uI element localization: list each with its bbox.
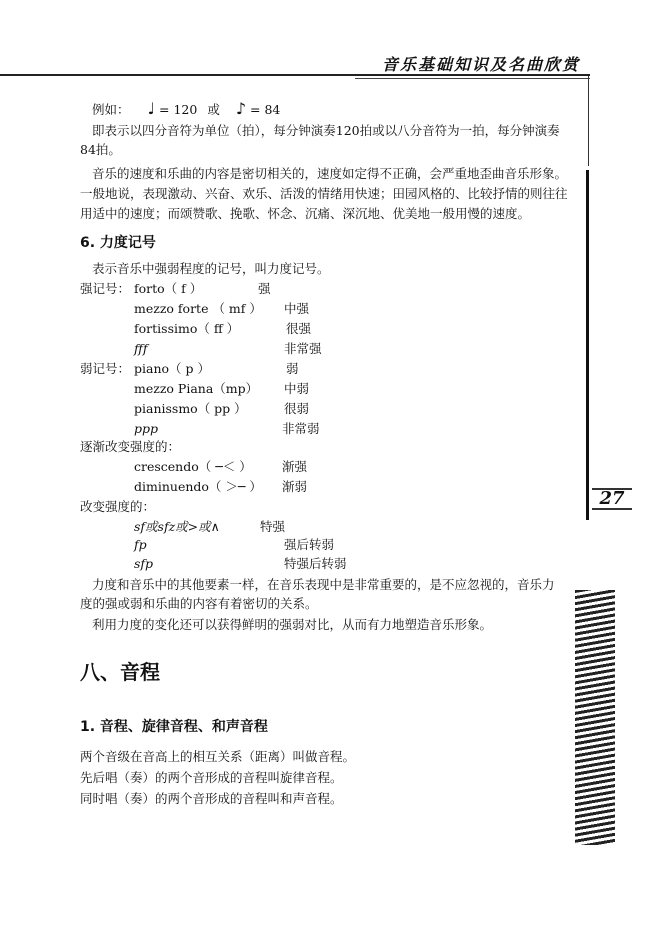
- quarter-value: = 120: [159, 102, 198, 117]
- strong-label: 强记号：: [80, 281, 131, 296]
- dynamic-term: sfp: [134, 556, 154, 571]
- dynamic-meaning: 非常强: [284, 341, 322, 356]
- dynamic-meaning: 弱: [286, 361, 299, 376]
- paragraph-line: 利用力度的变化还可以获得鲜明的强弱对比，从而有力地塑造音乐形象。: [92, 617, 493, 632]
- margin-stripes: [575, 590, 615, 845]
- dynamic-meaning: 特强: [260, 519, 286, 534]
- dynamic-term: mezzo Piana（mp）: [134, 381, 259, 396]
- margin-bar: [586, 170, 589, 520]
- tempo-label: 例如：: [92, 102, 130, 117]
- dynamic-term: fortissimo（ ff ）: [134, 321, 240, 336]
- paragraph-line: 音乐的速度和乐曲的内容是密切相关的，速度如定得不正确，会严重地歪曲音乐形象。: [92, 166, 568, 181]
- tempo-example: [92, 98, 280, 120]
- section-heading: 6. 力度记号: [80, 235, 156, 251]
- paragraph-line: 表示音乐中强弱程度的记号，叫力度记号。: [92, 261, 330, 276]
- dynamic-meaning: 特强后转弱: [284, 556, 347, 571]
- paragraph-line: 力度和音乐中的其他要素一样，在音乐表现中是非常重要的，是不应忽视的，音乐力: [92, 577, 555, 592]
- chapter-heading: 八、音程: [80, 660, 160, 684]
- dynamic-meaning: 渐强: [282, 459, 308, 474]
- dynamic-term: diminuendo（ ＞─ ）: [134, 479, 262, 494]
- page-number: 27: [592, 488, 632, 510]
- weak-label: 弱记号：: [80, 361, 131, 376]
- dynamic-meaning: 很强: [286, 321, 312, 336]
- dynamic-term: forto（ f ）: [134, 281, 203, 296]
- dynamic-term: ppp: [134, 421, 159, 436]
- dynamic-meaning: 非常弱: [282, 421, 320, 436]
- subsection-heading: 1. 音程、旋律音程、和声音程: [80, 719, 268, 735]
- gradual-label: 逐渐改变强度的：: [80, 439, 181, 454]
- paragraph-line: 先后唱（奏）的两个音形成的音程叫旋律音程。: [80, 770, 343, 785]
- dynamic-term: piano（ p ）: [134, 361, 210, 376]
- margin-edge: [588, 76, 589, 166]
- dynamic-term: mezzo forte （ mf ）: [134, 301, 262, 316]
- eighth-note-icon: ♪: [235, 99, 247, 118]
- dynamic-meaning: 中强: [284, 301, 310, 316]
- paragraph-line: 即表示以四分音符为单位（拍），每分钟演奏120拍或以八分音符为一拍，每分钟演奏: [92, 123, 560, 138]
- dynamic-meaning: 中弱: [284, 381, 310, 396]
- dynamic-term: sf或sfz或>或∧: [134, 519, 220, 534]
- paragraph-line: 84拍。: [80, 142, 121, 157]
- paragraph-line: 同时唱（奏）的两个音形成的音程叫和声音程。: [80, 791, 343, 806]
- paragraph-line: 用适中的速度；而颂赞歌、挽歌、怀念、沉痛、深沉地、优美地一般用慢的速度。: [80, 206, 531, 221]
- dynamic-term: fff: [134, 341, 148, 356]
- paragraph-line: 两个音级在音高上的相互关系（距离）叫做音程。: [80, 749, 356, 764]
- dynamic-term: pianissmo（ pp ）: [134, 401, 247, 416]
- or-text: 或: [207, 102, 220, 117]
- dynamic-meaning: 渐弱: [282, 479, 308, 494]
- dynamic-term: crescendo（ ─＜ ）: [134, 459, 252, 474]
- dynamic-term: fp: [134, 537, 147, 552]
- paragraph-line: 度的强或弱和乐曲的内容有着密切的关系。: [80, 596, 318, 611]
- dynamic-meaning: 强: [258, 281, 271, 296]
- dynamic-meaning: 很弱: [284, 401, 310, 416]
- header-rule-thin: [355, 78, 590, 79]
- quarter-note-icon: ♩: [147, 99, 156, 118]
- paragraph-line: 一般地说，表现激动、兴奋、欢乐、活泼的情绪用快速；田园风格的、比较抒情的则往往: [80, 186, 568, 201]
- running-header: 音乐基础知识及名曲欣赏: [381, 55, 580, 74]
- change-label: 改变强度的：: [80, 499, 156, 514]
- eighth-value: = 84: [250, 102, 281, 117]
- dynamic-meaning: 强后转弱: [284, 537, 335, 552]
